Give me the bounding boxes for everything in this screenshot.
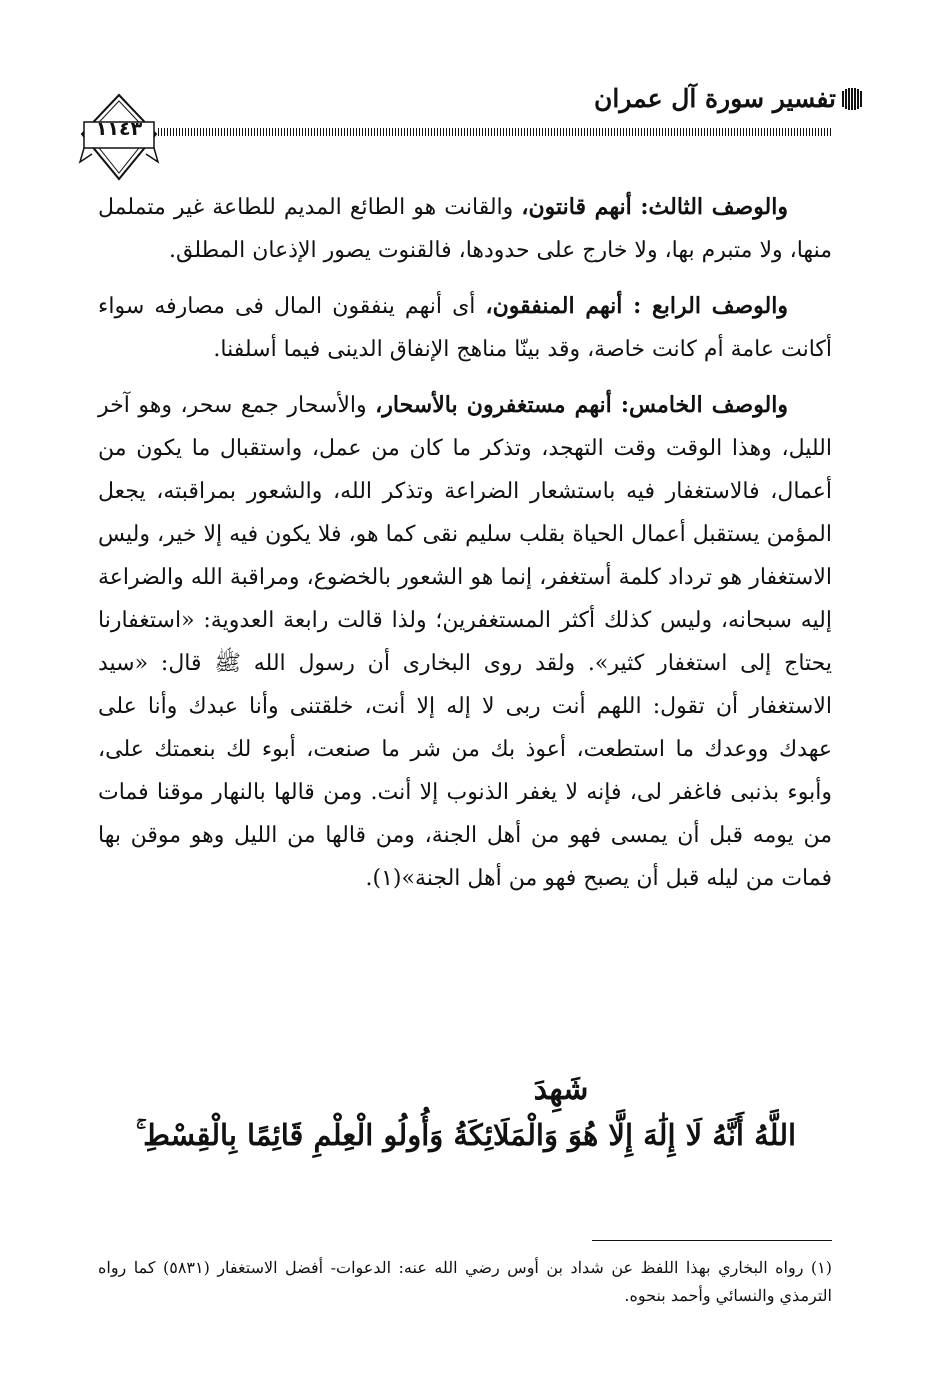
ornament-icon: [840, 88, 864, 110]
paragraph-fifth-trait: [98, 384, 832, 900]
paragraph-body: والأسحار جمع سحر، وهو آخر الليل، وهذا الوقت وقت التهجد، وتذكر ما كان من عمل، واستقبال ما يكون من أعمال، فالاستغفار فيه باستشعار الضراعة وتذكر الله، والشعور بمراقبته، يجعل المؤمن يستقبل أعمال الحياة بقلب سليم نقى كما هو، فلا يكون فيه إلا خير، وليس الاستغفار هو ترداد كلمة أستغفر، إنما هو الشعور بالخضوع، ومراقبة الله والضراعة إليه سبحانه، وليس كذلك أكثر المستغفرين؛ ولذا قالت رابعة العدوية: «استغفارنا يحتاج إلى استغفار كثير». ولقد روى البخارى أن رسول الله ﷺ قال: «سيد الاستغفار أن تقول: اللهم أنت ربى لا إله إلا أنت، خلقتنى وأنا عبدك وأنا على عهدك ووعدك ما استطعت، أعوذ بك من شر ما صنعت، أبوء لك بنعمتك على، وأبوء بذنبى فاغفر لى، فإنه لا يغفر الذنوب إلا أنت. ومن قالها بالنهار موقنا فمات من يومه قبل أن يمسى فهو من أهل الجنة، ومن قالها من الليل وهو موقن بها فمات من ليله قبل أن يصبح فهو من أهل الجنة»(١).: [98, 393, 833, 891]
footnote: (١) رواه البخاري بهذا اللفظ عن شداد بن أوس رضي الله عنه: الدعوات- أفضل الاستغفار (٥٨٣١) كما رواه الترمذي والنسائي وأحمد بنحوه.: [98, 1258, 832, 1305]
header-rule: [158, 128, 832, 136]
quran-verse: [100, 1068, 832, 1158]
page-number: ١١٤٣: [95, 118, 143, 140]
paragraph-lead: والوصف الثالث: أنهم قانتون،: [521, 194, 788, 220]
verse-main-line: اللَّهُ أَنَّهُ لَا إِلَٰهَ إِلَّا هُوَ وَالْمَلَائِكَةُ وَأُولُو الْعِلْمِ قَائِمًا بِالْقِسْطِ ۚ: [135, 1118, 797, 1152]
paragraph-third-trait: [98, 186, 832, 272]
paragraph-body: والقانت هو الطائع المديم للطاعة غير متململ منها، ولا متبرم بها، ولا خارج على حدودها، فالقنوت يصور الإذعان المطلق.: [98, 195, 832, 263]
running-header-title: تفسير سورة آل عمران: [594, 84, 836, 113]
verse-top-word: شَهِدَ: [533, 1072, 589, 1107]
paragraph-fourth-trait: [98, 285, 832, 371]
footnote-separator: [592, 1240, 832, 1241]
main-text: [98, 186, 832, 913]
paragraph-lead: والوصف الرابع : أنهم المنفقون،: [485, 293, 788, 319]
paragraph-body: أى أنهم ينفقون المال فى مصارفه سواء أكانت عامة أم كانت خاصة، وقد بينّا مناهج الإنفاق الدينى فيما أسلفنا.: [98, 294, 832, 362]
paragraph-lead: والوصف الخامس: أنهم مستغفرون بالأسحار،: [375, 392, 788, 418]
